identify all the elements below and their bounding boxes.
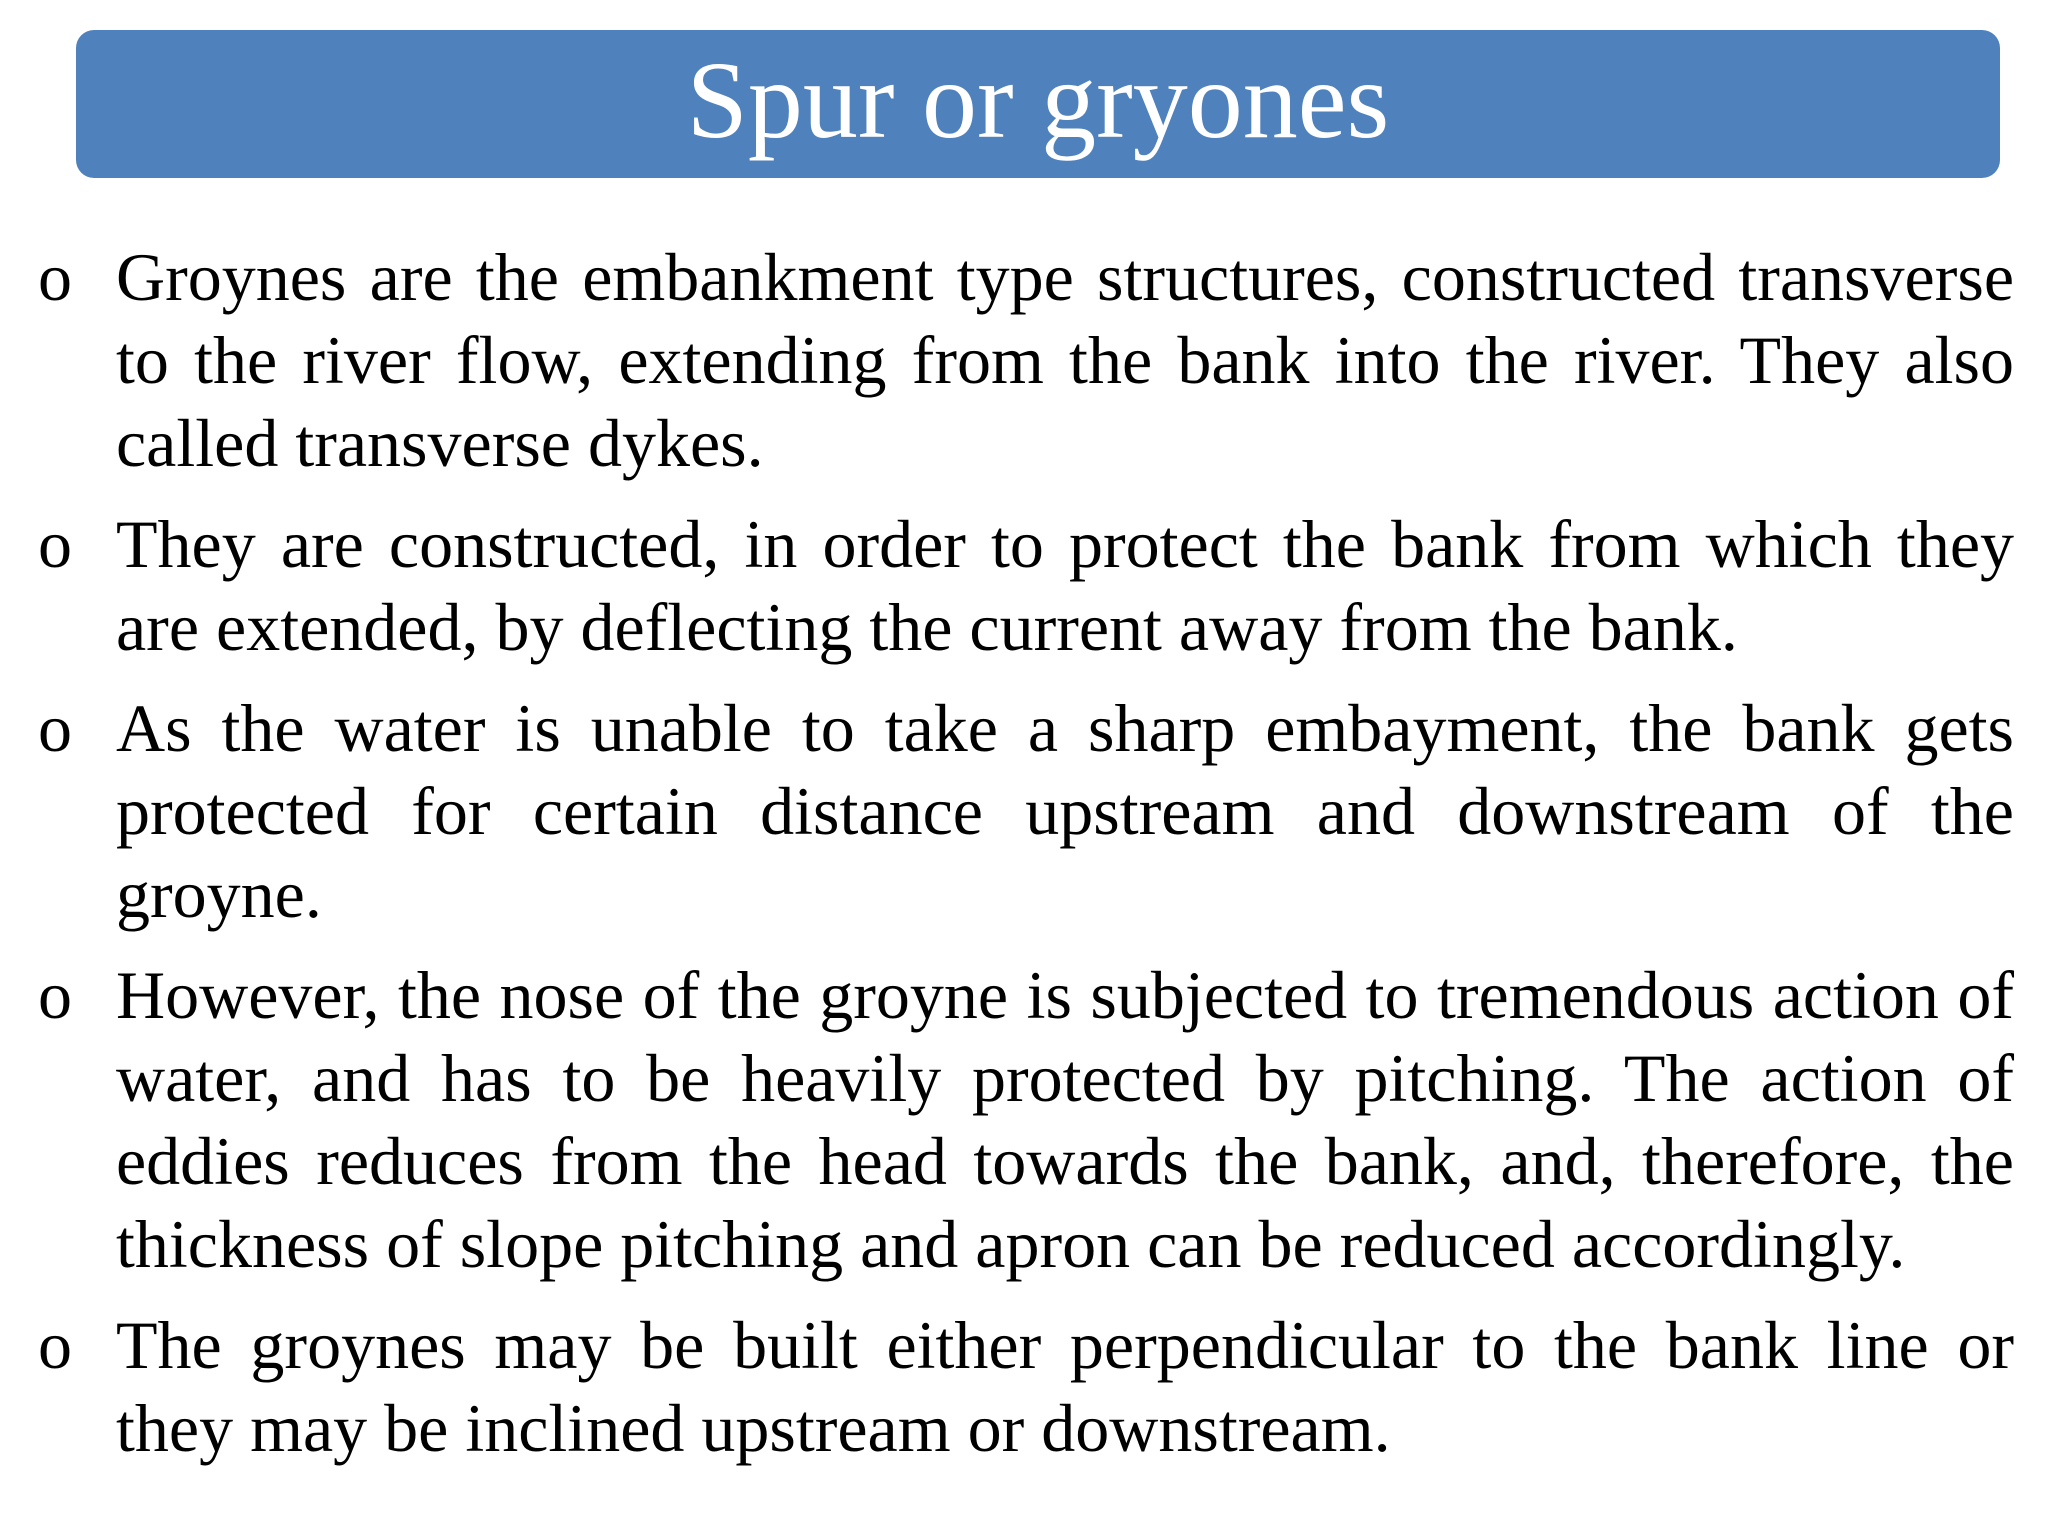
bullet-marker: o — [38, 239, 72, 315]
bullet-text: They are constructed, in order to protect the bank from which they are extended, by deflecting the current away from the bank. — [116, 506, 2014, 665]
bullet-item — [38, 954, 2014, 1286]
bullet-text: However, the nose of the groyne is subjected to tremendous action of water, and has to be heavily protected by pitching. The action of eddies reduces from the head towards the bank, and, therefore, the thickness of slope pitching and apron can be reduced accordingly. — [116, 957, 2014, 1282]
bullet-item — [38, 1304, 2014, 1470]
slide-title: Spur or gryones — [686, 39, 1390, 161]
title-banner — [76, 30, 2000, 178]
bullet-text: The groynes may be built either perpendicular to the bank line or they may be inclined upstream or downstream. — [116, 1307, 2014, 1466]
bullet-marker: o — [38, 957, 72, 1033]
bullet-marker: o — [38, 506, 72, 582]
bullet-item — [38, 236, 2014, 485]
bullet-item — [38, 687, 2014, 936]
bullet-text: Groynes are the embankment type structures, constructed transverse to the river flow, extending from the bank into the river. They also called transverse dykes. — [116, 239, 2014, 481]
bullet-marker: o — [38, 690, 72, 766]
bullet-marker: o — [38, 1307, 72, 1383]
bullet-text: As the water is unable to take a sharp embayment, the bank gets protected for certain distance upstream and downstream of the groyne. — [116, 690, 2014, 932]
bullet-list — [38, 236, 2014, 1488]
bullet-item — [38, 503, 2014, 669]
